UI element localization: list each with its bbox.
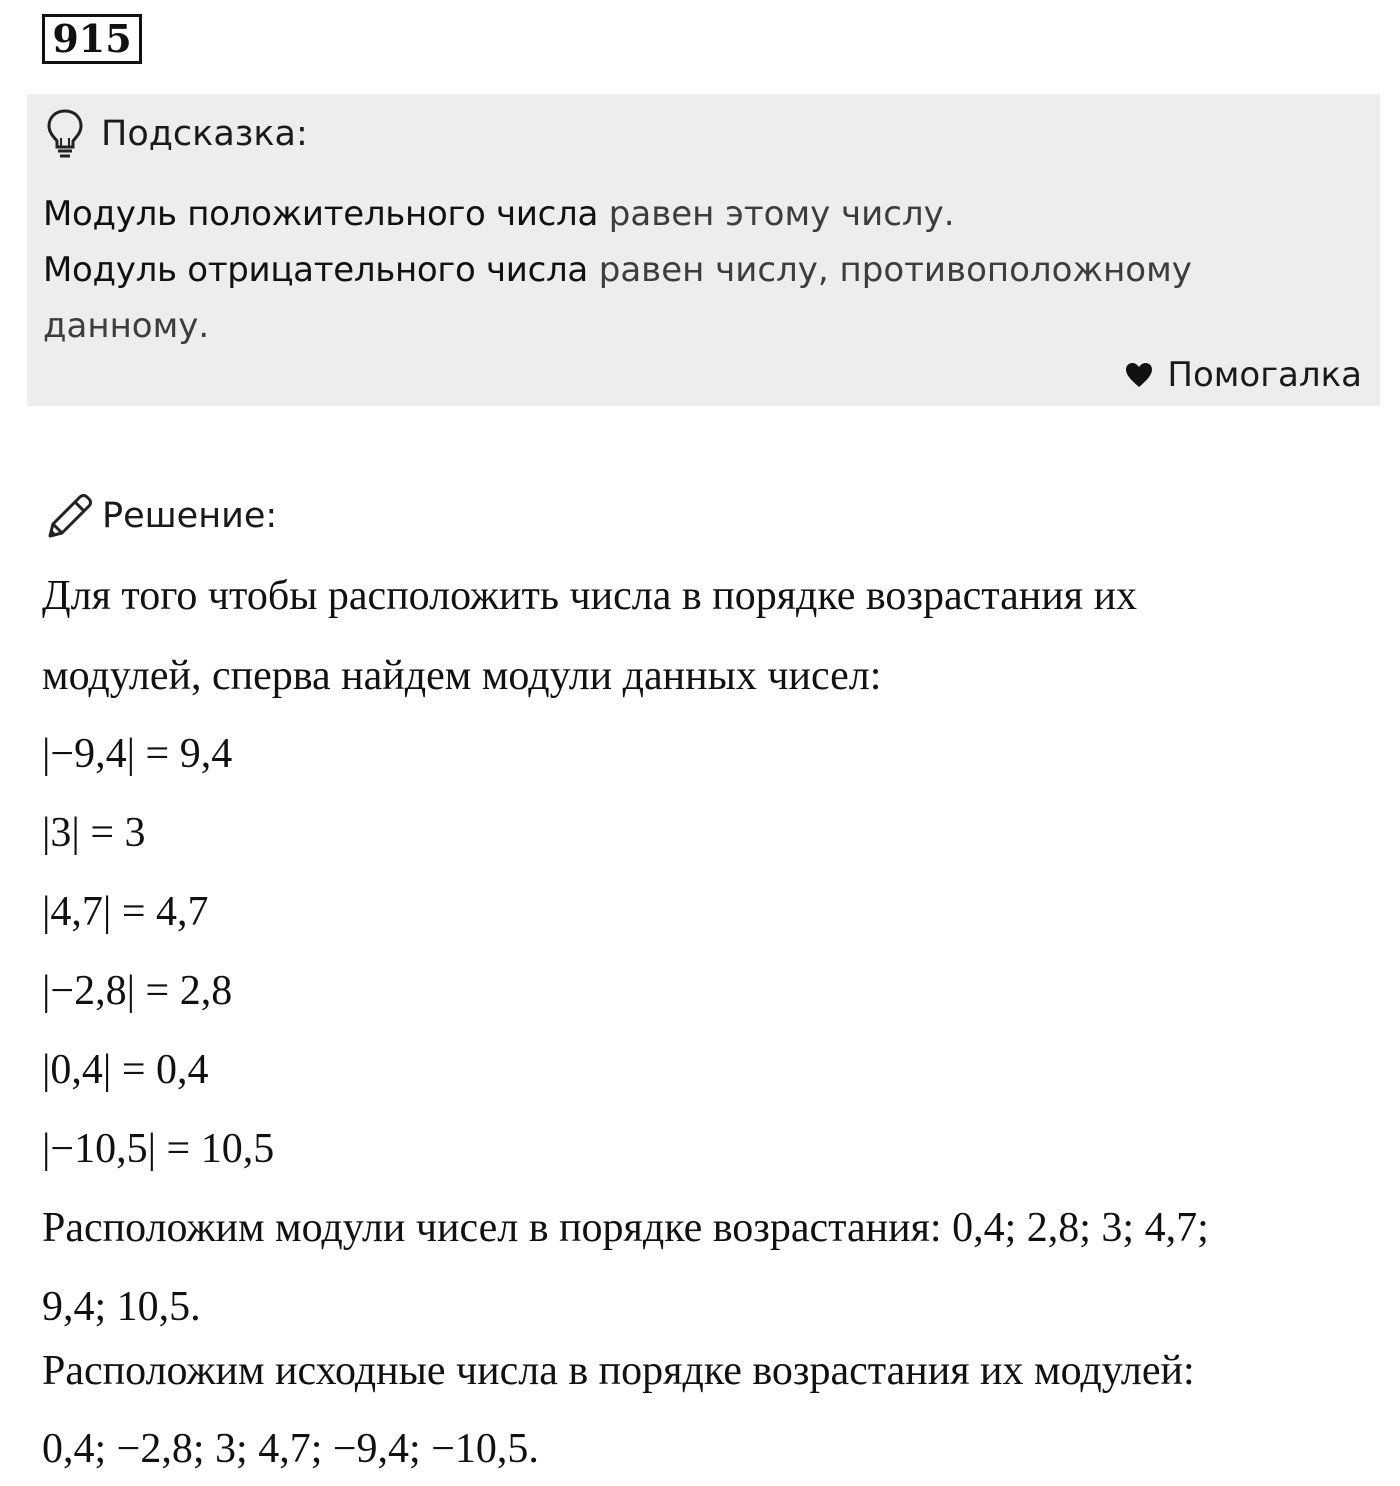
sorted-modules-line-1: Расположим модули чисел в порядке возрастания: 0,4; 2,8; 3; 4,7; <box>42 1205 1209 1251</box>
hint-header <box>45 106 308 162</box>
credit-label: Помогалка <box>1167 355 1362 395</box>
hint-line-2 <box>43 242 1343 298</box>
hint-line-2-rest: равен числу, противоположному <box>587 250 1192 290</box>
task-number: 915 <box>42 14 142 64</box>
equation-1: |−9,4| = 9,4 <box>42 731 233 777</box>
hint-text <box>43 186 1343 354</box>
equation-6: |−10,5| = 10,5 <box>42 1126 275 1172</box>
equation-3: |4,7| = 4,7 <box>42 889 209 935</box>
hint-line-1-bold: Модуль положительного числа <box>43 194 598 234</box>
hint-box <box>27 94 1380 406</box>
hint-line-2-bold: Модуль отрицательного числа <box>43 250 588 290</box>
solution-intro-line-1: Для того чтобы расположить числа в порядке возрастания их <box>42 573 1138 619</box>
equation-4: |−2,8| = 2,8 <box>42 968 233 1014</box>
hint-line-3: данному. <box>43 306 210 346</box>
solution-intro-line-2: модулей, сперва найдем модули данных чисел: <box>42 653 882 699</box>
final-order-line-1: Расположим исходные числа в порядке возрастания их модулей: <box>42 1348 1195 1394</box>
lightbulb-icon <box>45 108 85 160</box>
pencil-icon <box>44 490 96 542</box>
hint-title: Подсказка: <box>101 114 308 154</box>
solution-title: Решение: <box>102 496 278 536</box>
hint-line-1 <box>43 186 1343 242</box>
credit <box>1125 350 1362 400</box>
sorted-modules-line-2: 9,4; 10,5. <box>42 1284 201 1330</box>
hint-line-1-rest: равен этому числу. <box>597 194 955 234</box>
solution-header <box>44 486 277 546</box>
equation-5: |0,4| = 0,4 <box>42 1047 209 1093</box>
equation-2: |3| = 3 <box>42 810 146 856</box>
heart-icon <box>1125 362 1153 388</box>
final-order-line-2: 0,4; −2,8; 3; 4,7; −9,4; −10,5. <box>42 1426 539 1472</box>
